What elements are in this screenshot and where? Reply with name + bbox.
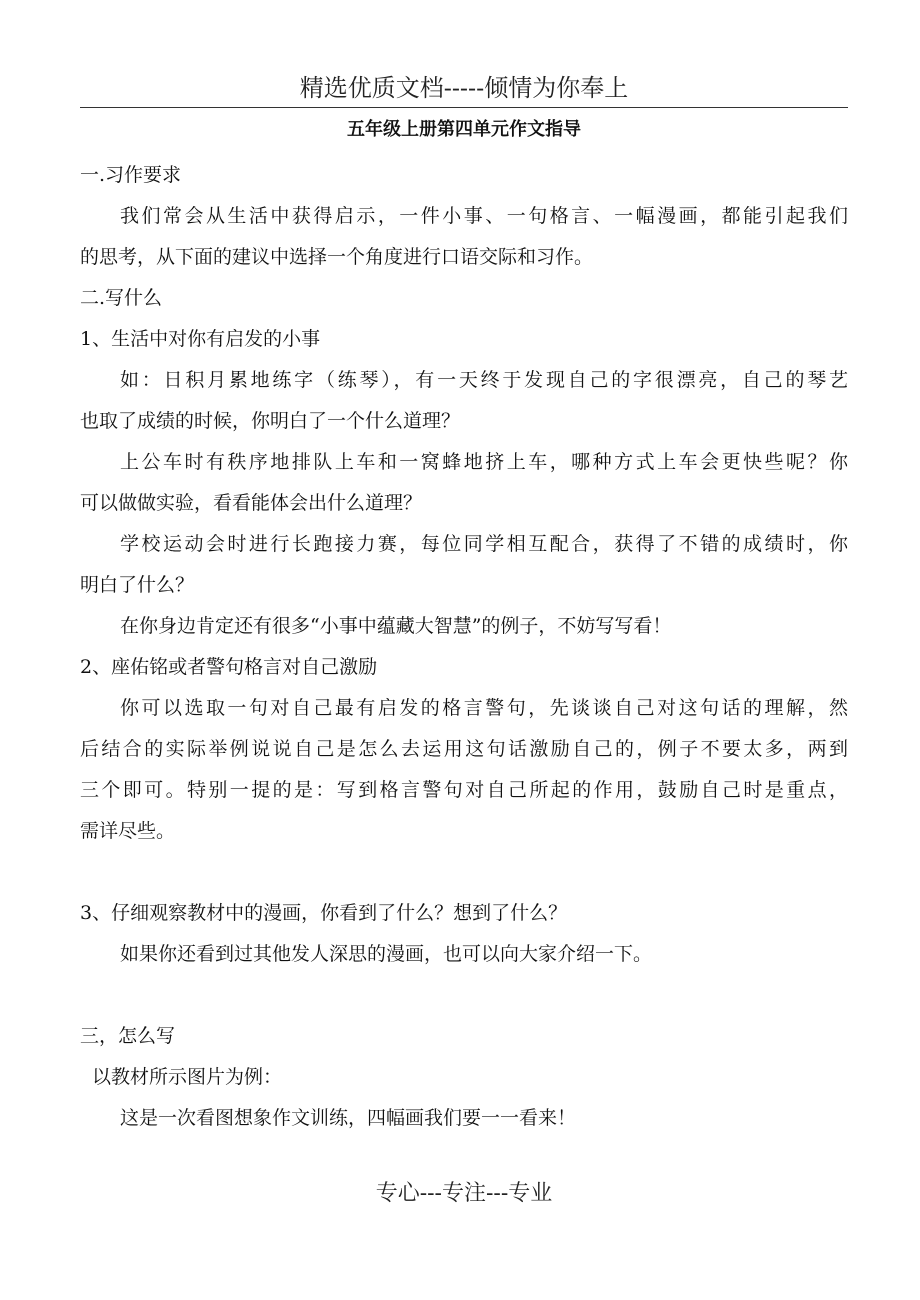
page-footer: 专心---专注---专业 — [375, 1181, 553, 1206]
paragraph-line: 如：日积月累地练字（练琴），有一天终于发现自己的字很漂亮，自己的琴艺 — [120, 369, 848, 391]
paragraph-line: 上公车时有秩序地排队上车和一窝蜂地挤上车，哪种方式上车会更快些呢？你 — [120, 451, 848, 473]
paragraph-line: 的思考，从下面的建议中选择一个角度进行口语交际和习作。 — [80, 246, 594, 268]
paragraph-line: 如果你还看到过其他发人深思的漫画，也可以向大家介绍一下。 — [120, 943, 653, 965]
section-heading-what-to-write: 二.写什么 — [80, 287, 163, 309]
paragraph-line: 这是一次看图想象作文训练，四幅画我们要一一看来！ — [120, 1107, 577, 1129]
paragraph-line: 以教材所示图片为例： — [92, 1066, 283, 1088]
page-header: 精选优质文档-----倾情为你奉上 — [299, 74, 629, 102]
blank-line — [80, 852, 848, 893]
subheading-small-things: 1、生活中对你有启发的小事 — [80, 328, 321, 350]
paragraph-line: 在你身边肯定还有很多“小事中蕴藏大智慧”的例子，不妨写写看！ — [120, 615, 672, 637]
document-title: 五年级上册第四单元作文指导 — [347, 119, 581, 140]
paragraph-line: 需详尽些。 — [80, 820, 176, 842]
section-heading-how-to-write: 三，怎么写 — [80, 1025, 176, 1047]
document-body — [80, 155, 848, 1139]
paragraph-line: 后结合的实际举例说说自己是怎么去运用这句话激励自己的，例子不要太多，两到 — [80, 738, 848, 760]
paragraph-line: 三个即可。特别一提的是：写到格言警句对自己所起的作用，鼓励自己时是重点， — [80, 779, 848, 801]
paragraph-line: 我们常会从生活中获得启示，一件小事、一句格言、一幅漫画，都能引起我们 — [120, 205, 848, 227]
paragraph-line: 也取了成绩的时候，你明白了一个什么道理？ — [80, 410, 461, 432]
section-heading-requirements: 一.习作要求 — [80, 164, 182, 186]
paragraph-line: 可以做做实验，看看能体会出什么道理？ — [80, 492, 423, 514]
paragraph-line: 你可以选取一句对自己最有启发的格言警句，先谈谈自己对这句话的理解，然 — [120, 697, 848, 719]
paragraph-line: 明白了什么？ — [80, 574, 195, 596]
subheading-mottos: 2、座佑铭或者警句格言对自己激励 — [80, 656, 378, 678]
header-divider — [80, 107, 848, 108]
blank-line — [80, 975, 848, 1016]
paragraph-line: 学校运动会时进行长跑接力赛，每位同学相互配合，获得了不错的成绩时，你 — [120, 533, 848, 555]
subheading-comics: 3、仔细观察教材中的漫画，你看到了什么？想到了什么？ — [80, 902, 568, 924]
